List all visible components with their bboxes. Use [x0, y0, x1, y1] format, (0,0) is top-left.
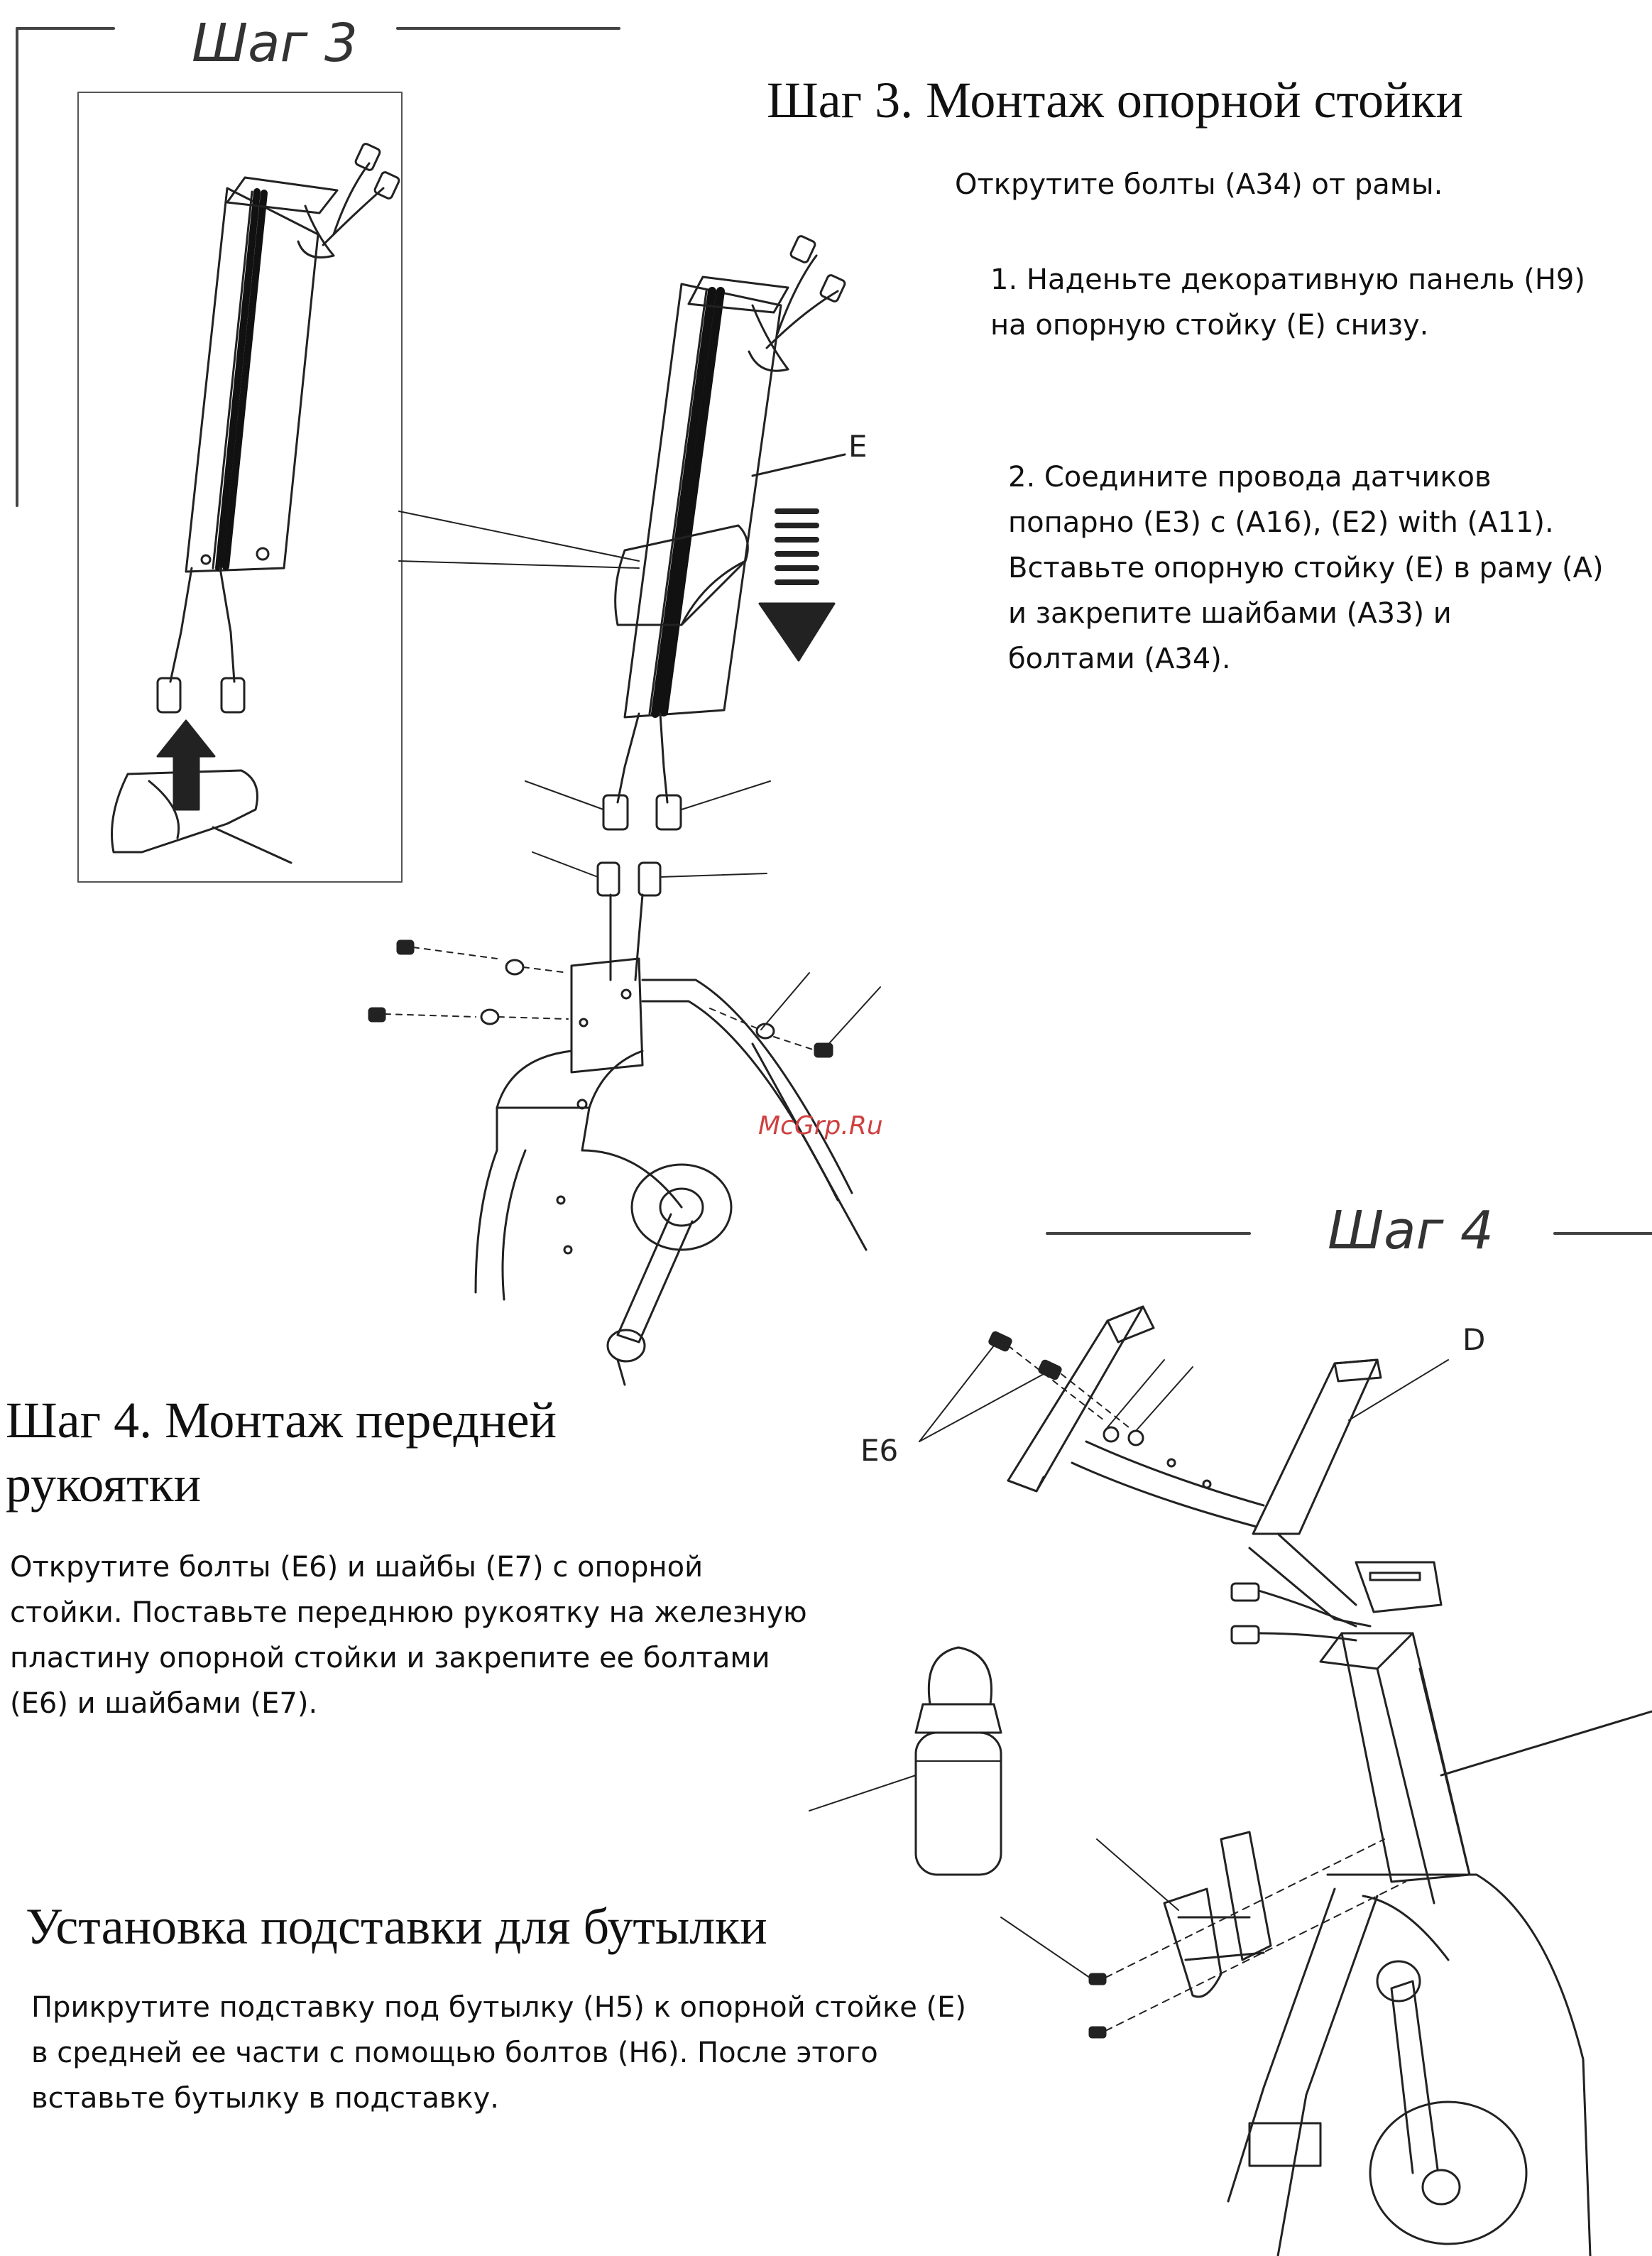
bottle-text-line: в средней ее части с помощью болтов (H6). После этого — [31, 2037, 878, 2069]
inset-panel-detail — [78, 92, 402, 882]
step3-item2-line: Вставьте опорную стойку (E) в раму (A) — [1008, 552, 1604, 584]
part-label-d: D — [1462, 1322, 1486, 1357]
step3-label: Шаг 3 — [192, 13, 358, 74]
step3-frame — [17, 28, 619, 506]
step3-item1 — [990, 257, 1585, 348]
step3-title: Шаг 3. Монтаж опорной стойки — [767, 72, 1464, 129]
part-label-e6: E6 — [860, 1433, 899, 1468]
step3-item2-line: болтами (A34). — [1008, 643, 1231, 675]
step4-title-line: рукоятки — [6, 1456, 202, 1513]
step3-item1-line: 1. Наденьте декоративную панель (H9) — [990, 263, 1585, 296]
step4-text-line: пластину опорной стойки и закрепите ее болтами — [10, 1642, 770, 1674]
step4-text-line: (E6) и шайбами (E7). — [10, 1687, 318, 1720]
step3-item2 — [1008, 454, 1604, 682]
step3-item2-line: и закрепите шайбами (A33) и — [1008, 597, 1452, 630]
step4-title — [6, 1388, 557, 1516]
step4-text-line: стойки. Поставьте переднюю рукоятку на железную — [10, 1596, 807, 1629]
bottle-holder-h5 — [1001, 1832, 1406, 2037]
step4-label: Шаг 4 — [1328, 1200, 1494, 1261]
bottle-title: Установка подставки для бутылки — [26, 1898, 767, 1955]
bottle-text-line: Прикрутите подставку под бутылку (H5) к опорной стойке (E) — [31, 1991, 967, 2024]
step3-item2-line: попарно (E3) с (A16), (E2) with (A11). — [1008, 506, 1554, 539]
bottle-text — [31, 1985, 966, 2121]
bottle — [809, 1647, 1001, 1875]
watermark: McGrp.Ru — [758, 1111, 883, 1140]
frame-a — [369, 941, 880, 1385]
step4-text-line: Открутите болты (E6) и шайбы (E7) с опорной — [10, 1551, 704, 1584]
support-post-e — [399, 235, 846, 980]
part-label-e: E — [848, 429, 868, 464]
bottle-text-line: вставьте бутылку в подставку. — [31, 2082, 499, 2115]
step3-item2-line: 2. Соедините провода датчиков — [1008, 461, 1492, 494]
step4-text — [10, 1544, 807, 1726]
step3-item1-line: на опорную стойку (E) снизу. — [990, 309, 1429, 342]
step3-intro: Открутите болты (A34) от рамы. — [955, 168, 1443, 201]
step4-title-line: Шаг 4. Монтаж передней — [6, 1392, 557, 1449]
